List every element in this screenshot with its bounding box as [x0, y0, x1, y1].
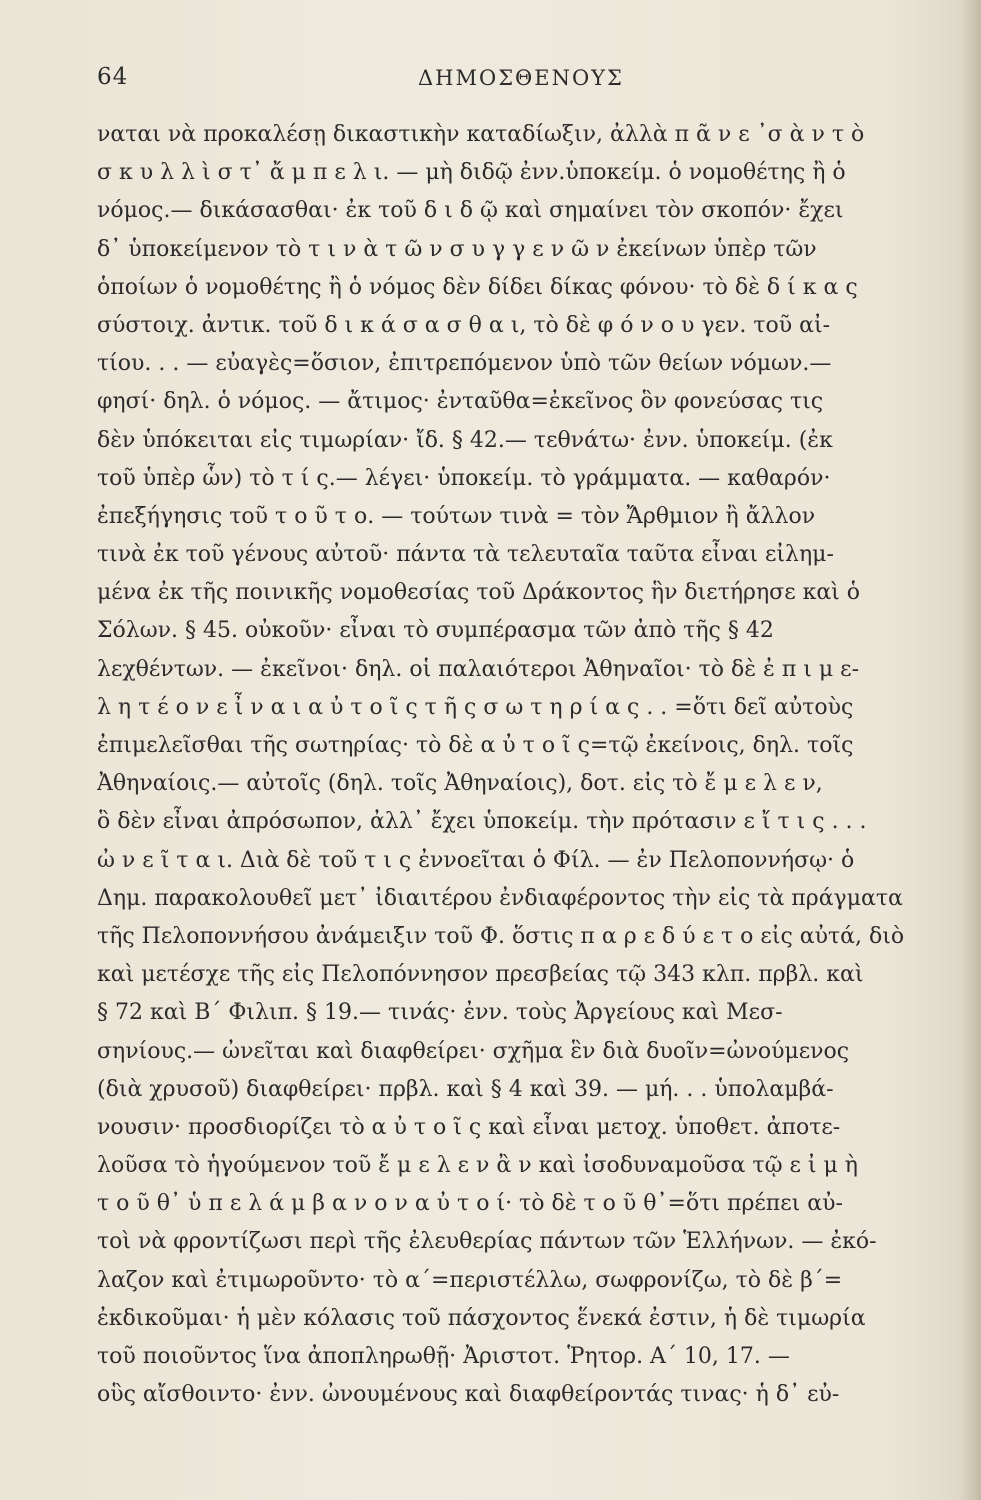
- page-spine-edge: [959, 0, 981, 1500]
- text-line: ἐπεξήγησις τοῦ τ ο ῦ τ ο. — τούτων τινὰ = τὸν Ἄρθμιον ἢ ἄλλον: [97, 503, 816, 529]
- text-line: ἐκδικοῦμαι· ἡ μὲν κόλασις τοῦ πάσχοντος ἕνεκά ἐστιν, ἡ δὲ τιμωρία: [97, 1305, 866, 1331]
- text-line: σ κ υ λ λ ὶ σ τ᾽ ἄ μ π ε λ ι. — μὴ διδῷ ἐνν.ὑποκείμ. ὁ νομοθέτης ἢ ὁ: [97, 160, 846, 186]
- text-line: ναται νὰ προκαλέσῃ δικαστικὴν καταδίωξιν, ἀλλὰ π ᾶ ν ε ᾽σ ὰ ν τ ὸ: [97, 122, 865, 147]
- text-line: ἐπιμελεῖσθαι τῆς σωτηρίας· τὸ δὲ α ὐ τ ο ῖ ς=τῷ ἐκείνοις, δηλ. τοῖς: [97, 733, 854, 758]
- text-line: μένα ἐκ τῆς ποινικῆς νομοθεσίας τοῦ Δράκοντος ἣν διετήρησε καὶ ὁ: [97, 580, 861, 606]
- text-line: ὁποίων ὁ νομοθέτης ἢ ὁ νόμος δὲν δίδει δίκας φόνου· τὸ δὲ δ ί κ α ς: [97, 274, 858, 300]
- text-line: τοῦ ποιοῦντος ἵνα ἀποπληρωθῇ· Ἀριστοτ. Ῥητορ. Α΄ 10, 17. —: [97, 1344, 790, 1369]
- text-line: τοὶ νὰ φροντίζωσι περὶ τῆς ἐλευθερίας πάντων τῶν Ἑλλήνων. — ἐκό-: [97, 1229, 877, 1255]
- text-line: δὲν ὑπόκειται εἰς τιμωρίαν· ἴδ. § 42.— τεθνάτω· ἐνν. ὑποκείμ. (ἐκ: [97, 427, 833, 453]
- text-line: νουσιν· προσδιορίζει τὸ α ὐ τ ο ῖ ς καὶ εἶναι μετοχ. ὑποθετ. ἀποτε-: [97, 1114, 841, 1140]
- text-line: σηνίους.— ὠνεῖται καὶ διαφθείρει· σχῆμα ἓν διὰ δυοῖν=ὠνούμενος: [97, 1038, 850, 1064]
- text-line: νόμος.— δικάσασθαι· ἐκ τοῦ δ ι δ ῷ καὶ σημαίνει τὸν σκοπόν· ἔχει: [97, 198, 844, 224]
- text-line: φησί· δηλ. ὁ νόμος. — ἄτιμος· ἐνταῦθα=ἐκεῖνος ὃν φονεύσας τις: [97, 389, 824, 415]
- text-line: τ ο ῦ θ᾽ ὑ π ε λ ά μ β α ν ο ν α ὐ τ ο ί· τὸ δὲ τ ο ῦ θ᾽=ὅτι πρέπει αὐ-: [97, 1191, 843, 1217]
- text-line: (διὰ χρυσοῦ) διαφθείρει· πρβλ. καὶ § 4 καὶ 39. — μή. . . ὑπολαμβά-: [97, 1076, 834, 1102]
- text-line: § 72 καὶ Β΄ Φιλιπ. § 19.— τινάς· ἐνν. τοὺς Ἀργείους καὶ Μεσ-: [97, 1000, 783, 1026]
- text-line: σύστοιχ. ἀντικ. τοῦ δ ι κ ά σ α σ θ α ι, τὸ δὲ φ ό ν ο υ γεν. τοῦ αἰ-: [97, 312, 831, 338]
- text-line: τοῦ ὑπὲρ ὧν) τὸ τ ί ς.— λέγει· ὑποκείμ. τὸ γράμματα. — καθαρόν·: [97, 465, 831, 491]
- text-line: Ἀθηναίοις.— αὐτοῖς (δηλ. τοῖς Ἀθηναίοις), δοτ. εἰς τὸ ἔ μ ε λ ε ν,: [97, 771, 823, 797]
- text-line: Δημ. παρακολουθεῖ μετ᾽ ἰδιαιτέρου ἐνδιαφέροντος τὴν εἰς τὰ πράγματα: [97, 885, 903, 911]
- text-line: τίου. . . — εὐαγὲς=ὅσιον, ἐπιτρεπόμενον ὑπὸ τῶν θείων νόμων.—: [97, 351, 832, 377]
- text-line: τῆς Πελοποννήσου ἀνάμειξιν τοῦ Φ. ὅστις π α ρ ε δ ύ ε τ ο εἰς αὐτά, διὸ: [97, 923, 905, 949]
- page-number: 64: [97, 64, 129, 90]
- text-line: Σόλων. § 45. οὐκοῦν· εἶναι τὸ συμπέρασμα τῶν ἀπὸ τῆς § 42: [97, 618, 774, 644]
- text-line: ὠ ν ε ῖ τ α ι. Διὰ δὲ τοῦ τ ι ς ἐννοεῖται ὁ Φίλ. — ἐν Πελοποννήσῳ· ὁ: [97, 847, 855, 873]
- text-line: ὃ δὲν εἶναι ἀπρόσωπον, ἀλλ᾽ ἔχει ὑποκείμ. τὴν πρότασιν ε ἴ τ ι ς . . .: [97, 809, 867, 835]
- page-header: [0, 64, 981, 100]
- text-line: δ᾽ ὑποκείμενον τὸ τ ι ν ὰ τ ῶ ν σ υ γ γ ε ν ῶ ν ἐκείνων ὑπὲρ τῶν: [97, 236, 817, 262]
- text-line: λαζον καὶ ἐτιμωροῦντο· τὸ α΄=περιστέλλω, σωφρονίζω, τὸ δὲ β΄=: [97, 1267, 843, 1293]
- running-title: ΔΗΜΟΣΘΕΝΟΥΣ: [418, 66, 624, 90]
- text-line: λεχθέντων. — ἐκεῖνοι· δηλ. οἱ παλαιότεροι Ἀθηναῖοι· τὸ δὲ ἐ π ι μ ε-: [97, 656, 860, 682]
- commentary-text: [97, 116, 937, 1414]
- text-line: οὓς αἴσθοιντο· ἐνν. ὠνουμένους καὶ διαφθείροντάς τινας· ἡ δ᾽ εὐ-: [97, 1382, 840, 1408]
- text-line: τινὰ ἐκ τοῦ γένους αὐτοῦ· πάντα τὰ τελευταῖα ταῦτα εἶναι εἰλημ-: [97, 542, 834, 568]
- text-line: καὶ μετέσχε τῆς εἰς Πελοπόννησον πρεσβείας τῷ 343 κλπ. πρβλ. καὶ: [97, 962, 864, 988]
- text-line: λοῦσα τὸ ἡγούμενον τοῦ ἔ μ ε λ ε ν ἂ ν καὶ ἰσοδυναμοῦσα τῷ ε ἰ μ ὴ: [97, 1153, 858, 1179]
- text-line: λ η τ έ ο ν ε ἶ ν α ι α ὐ τ ο ῖ ς τ ῆ ς σ ω τ η ρ ί α ς . . =ὅτι δεῖ αὐτοὺς: [97, 694, 854, 720]
